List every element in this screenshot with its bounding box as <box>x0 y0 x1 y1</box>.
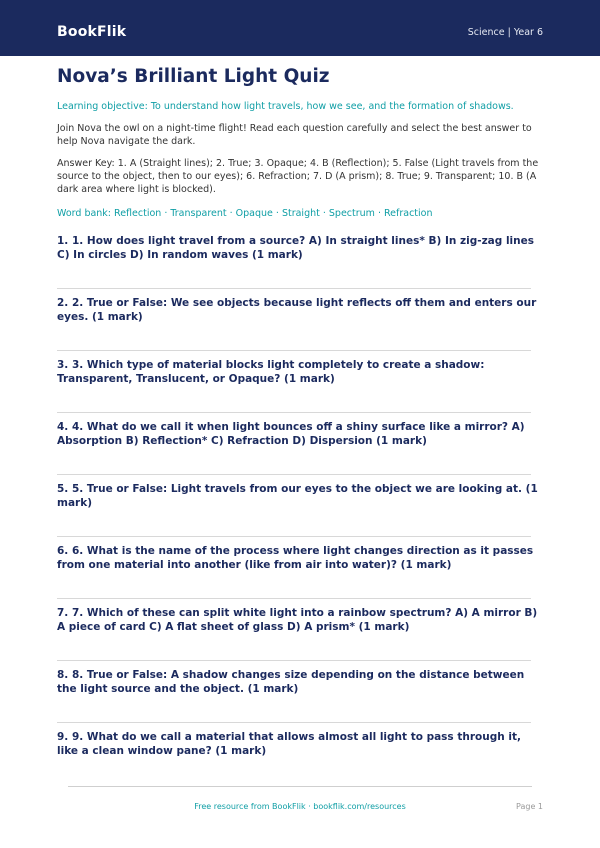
footer-resource-link[interactable]: Free resource from BookFlik · bookflik.com/resources <box>194 802 406 811</box>
question-item <box>57 544 543 606</box>
answer-line <box>57 412 531 413</box>
answer-line <box>57 722 531 723</box>
question-text: 6. 6. What is the name of the process where light changes direction as it passes from one material into another (like from air into water)? (1 mark) <box>57 545 534 571</box>
question-text: 7. 7. Which of these can split white light into a rainbow spectrum? A) A mirror B) A piece of card C) A flat sheet of glass D) A prism* (1 mark) <box>57 607 538 633</box>
question-item <box>57 668 543 730</box>
brand-logo-text: BookFlik <box>57 24 127 40</box>
page-number: Page 1 <box>516 802 543 811</box>
question-item <box>57 296 543 358</box>
question-item <box>57 420 543 482</box>
answer-line <box>57 660 531 661</box>
question-item <box>57 606 543 668</box>
question-text: 3. 3. Which type of material blocks light completely to create a shadow: Transparent, Translucent, or Opaque? (1 mark) <box>57 359 485 385</box>
question-item <box>57 482 543 544</box>
worksheet-content <box>57 64 543 792</box>
answer-key: Answer Key: 1. A (Straight lines); 2. True; 3. Opaque; 4. B (Reflection); 5. False (Light travels from the source to the object, then to our eyes); 6. Refraction; 7. D (A prism); 8. True; 9. Transparent; 10. B (A dark area where light is blocked). <box>57 158 539 195</box>
answer-line <box>57 536 531 537</box>
header-bar <box>0 0 600 56</box>
question-text: 1. 1. How does light travel from a source? A) In straight lines* B) In zig-zag lines C) In circles D) In random waves (1 mark) <box>57 235 534 261</box>
answer-line <box>57 350 531 351</box>
page-title: Nova’s Brilliant Light Quiz <box>57 66 330 87</box>
intro-text: Join Nova the owl on a night-time flight! Read each question carefully and select the best answer to help Nova navigate the dark. <box>57 123 532 147</box>
question-item <box>57 358 543 420</box>
subject-year-meta: Science | Year 6 <box>467 27 543 38</box>
word-bank: Word bank: Reflection · Transparent · Opaque · Straight · Spectrum · Refraction <box>57 208 433 219</box>
question-text: 9. 9. What do we call a material that allows almost all light to pass through it, like a clean window pane? (1 mark) <box>57 731 521 757</box>
question-text: 2. 2. True or False: We see objects because light reflects off them and enters our eyes. (1 mark) <box>57 297 537 323</box>
question-text: 4. 4. What do we call it when light bounces off a shiny surface like a mirror? A) Absorption B) Reflection* C) Refraction D) Dispersion (1 mark) <box>57 421 525 447</box>
question-item <box>57 730 543 792</box>
answer-line <box>57 288 531 289</box>
learning-objective: Learning objective: To understand how light travels, how we see, and the formation of shadows. <box>57 101 514 112</box>
question-list <box>57 234 543 792</box>
question-item <box>57 234 543 296</box>
question-text: 8. 8. True or False: A shadow changes size depending on the distance between the light source and the object. (1 mark) <box>57 669 525 695</box>
question-text: 5. 5. True or False: Light travels from our eyes to the object we are looking at. (1 mark) <box>57 483 538 509</box>
answer-line <box>57 598 531 599</box>
footer-divider <box>68 786 532 787</box>
answer-line <box>57 474 531 475</box>
